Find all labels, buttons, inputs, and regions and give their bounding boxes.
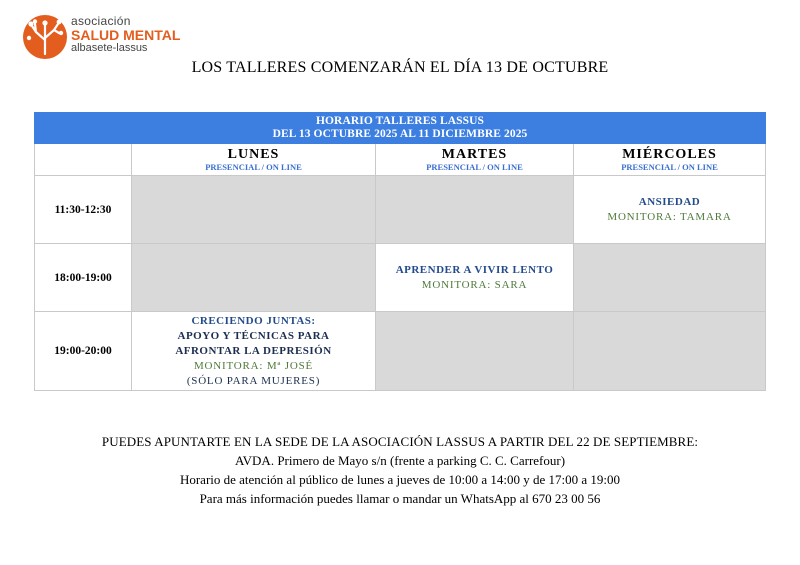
- day-modality: PRESENCIAL / ON LINE: [426, 161, 523, 172]
- table-row: [35, 176, 766, 244]
- schedule-table: [34, 112, 766, 391]
- empty-slot: [132, 244, 376, 312]
- schedule-header: [35, 113, 766, 144]
- day-header-row: [35, 144, 766, 176]
- time-slot: 11:30-12:30: [35, 176, 132, 244]
- association-logo: [22, 14, 182, 62]
- workshop-monitor: MONITORA: TAMARA: [607, 210, 732, 223]
- page-title: LOS TALLERES COMENZARÁN EL DÍA 13 DE OCTUBRE: [191, 59, 609, 76]
- workshop-title: ANSIEDAD: [638, 195, 701, 208]
- day-name: MIÉRCOLES: [622, 146, 717, 162]
- contact-line: Para más información puedes llamar o mandar un WhatsApp al 670 23 00 56: [199, 491, 601, 506]
- day-header-martes: [376, 144, 574, 176]
- address-line: AVDA. Primero de Mayo s/n (frente a parking C. C. Carrefour): [234, 453, 566, 468]
- registration-info: [0, 432, 800, 508]
- workshop-title: APOYO Y TÉCNICAS PARA: [177, 329, 330, 342]
- day-name: LUNES: [227, 146, 280, 162]
- empty-slot: [132, 176, 376, 244]
- logo-line-1: asociación: [71, 14, 131, 28]
- empty-slot: [376, 176, 574, 244]
- workshop-cell-creciendo-juntas: [132, 312, 376, 391]
- table-row: [35, 244, 766, 312]
- empty-slot: [574, 244, 766, 312]
- schedule-header-row: [35, 113, 766, 144]
- workshop-title: CRECIENDO JUNTAS:: [191, 314, 316, 327]
- workshop-title: AFRONTAR LA DEPRESIÓN: [175, 344, 332, 357]
- schedule-header-dates: DEL 13 OCTUBRE 2025 AL 11 DICIEMBRE 2025: [272, 128, 528, 140]
- workshop-cell-ansiedad: [574, 176, 766, 244]
- table-row: [35, 312, 766, 391]
- logo-text: [71, 15, 180, 54]
- workshop-monitor: MONITORA: SARA: [421, 278, 528, 291]
- empty-slot: [574, 312, 766, 391]
- empty-slot: [376, 312, 574, 391]
- day-header-lunes: [132, 144, 376, 176]
- logo-line-2: SALUD MENTAL: [71, 27, 181, 43]
- day-name: MARTES: [441, 146, 508, 162]
- workshop-title: APRENDER A VIVIR LENTO: [395, 263, 554, 276]
- time-slot: 19:00-20:00: [35, 312, 132, 391]
- day-header-miercoles: [574, 144, 766, 176]
- opening-hours-line: Horario de atención al público de lunes a jueves de 10:00 a 14:00 y de 17:00 a 19:00: [179, 472, 621, 487]
- workshop-cell-vivir-lento: [376, 244, 574, 312]
- schedule-header-title: HORARIO TALLERES LASSUS: [315, 115, 485, 127]
- workshop-monitor: MONITORA: Mª JOSÉ: [193, 359, 314, 372]
- corner-cell: [35, 144, 132, 176]
- day-modality: PRESENCIAL / ON LINE: [621, 161, 718, 172]
- day-modality: PRESENCIAL / ON LINE: [205, 161, 302, 172]
- logo-line-3: albasete-lassus: [71, 42, 148, 54]
- registration-line: PUEDES APUNTARTE EN LA SEDE DE LA ASOCIACIÓN LASSUS A PARTIR DEL 22 DE SEPTIEMBRE:: [101, 434, 699, 449]
- time-slot: 18:00-19:00: [35, 244, 132, 312]
- people-tree-icon: [22, 14, 68, 60]
- workshop-note: (SÓLO PARA MUJERES): [186, 374, 321, 387]
